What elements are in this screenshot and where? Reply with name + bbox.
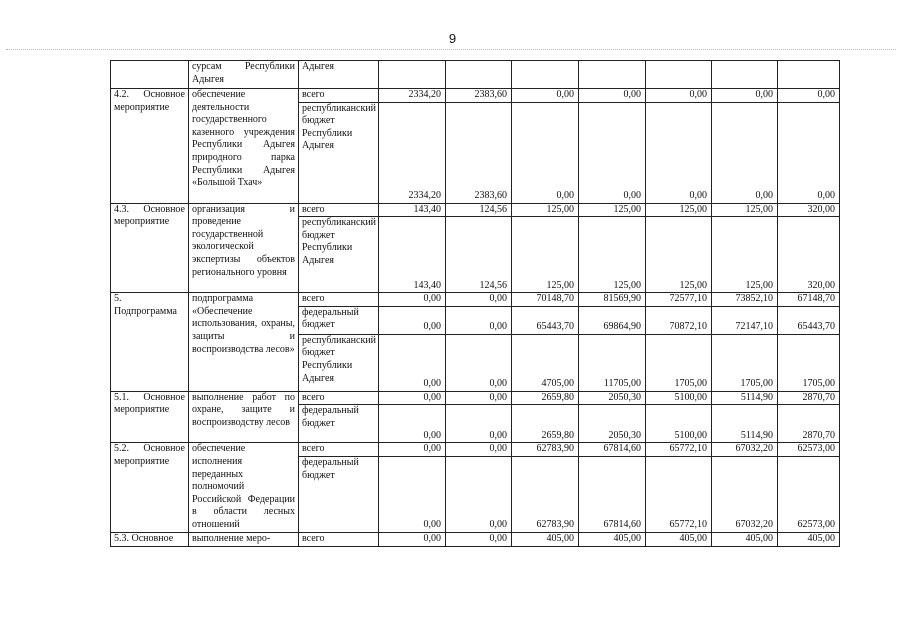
funding-source-cell: республиканский бюджет Республики Адыгея (299, 102, 379, 203)
value-cell: 4705,00 (512, 334, 579, 391)
value-cell: 0,00 (379, 456, 446, 532)
value-cell: 5114,90 (712, 391, 778, 405)
row-name-cell: обеспечение деятельности государственного казенного учреждения Республики Адыгея природного парка Республики Адыгея «Большой Тхач» (189, 89, 299, 204)
value-cell: 0,00 (446, 293, 512, 307)
value-cell: 62573,00 (778, 443, 840, 457)
funding-source-cell: республиканский бюджет Республики Адыгея (299, 334, 379, 391)
value-cell: 2659,80 (512, 405, 579, 443)
value-cell (446, 61, 512, 89)
value-cell: 125,00 (512, 203, 579, 217)
value-cell: 65443,70 (512, 306, 579, 334)
value-cell: 0,00 (646, 89, 712, 103)
row-name-cell: выполнение меро- (189, 532, 299, 546)
value-cell: 0,00 (379, 443, 446, 457)
row-type-cell: 5. Подпрограмма (111, 293, 189, 392)
funding-source-cell: Адыгея (299, 61, 379, 89)
value-cell (379, 61, 446, 89)
value-cell: 0,00 (446, 456, 512, 532)
value-cell: 73852,10 (712, 293, 778, 307)
value-cell: 405,00 (778, 532, 840, 546)
value-cell: 65443,70 (778, 306, 840, 334)
value-cell: 125,00 (579, 217, 646, 293)
value-cell: 2334,20 (379, 89, 446, 103)
value-cell: 124,56 (446, 217, 512, 293)
value-cell: 405,00 (712, 532, 778, 546)
value-cell: 1705,00 (646, 334, 712, 391)
row-name-cell: подпрограмма «Обеспечение использования, охраны, защиты и воспроизводства лесов» (189, 293, 299, 392)
value-cell: 405,00 (646, 532, 712, 546)
value-cell: 0,00 (778, 89, 840, 103)
value-cell: 125,00 (712, 203, 778, 217)
value-cell: 0,00 (512, 89, 579, 103)
row-name-cell: обеспечение исполнения переданных полномочий Российской Федерации в области лесных отношений (189, 443, 299, 533)
value-cell (579, 61, 646, 89)
value-cell: 72577,10 (646, 293, 712, 307)
value-cell: 2870,70 (778, 391, 840, 405)
value-cell: 0,00 (512, 102, 579, 203)
value-cell: 67814,60 (579, 443, 646, 457)
value-cell: 0,00 (646, 102, 712, 203)
value-cell: 405,00 (579, 532, 646, 546)
scan-artifact-line (6, 49, 896, 50)
value-cell: 0,00 (446, 443, 512, 457)
value-cell (712, 61, 778, 89)
funding-source-cell: федеральный бюджет (299, 405, 379, 443)
value-cell: 0,00 (579, 102, 646, 203)
value-cell: 2659,80 (512, 391, 579, 405)
value-cell: 320,00 (778, 203, 840, 217)
value-cell: 62573,00 (778, 456, 840, 532)
funding-source-cell: всего (299, 293, 379, 307)
value-cell: 125,00 (646, 217, 712, 293)
value-cell: 1705,00 (778, 334, 840, 391)
funding-source-cell: федеральный бюджет (299, 456, 379, 532)
row-name-cell: сурсам Республики Адыгея (189, 61, 299, 89)
value-cell: 70148,70 (512, 293, 579, 307)
row-type-cell: 4.3. Основное мероприятие (111, 203, 189, 293)
budget-table (110, 60, 840, 547)
value-cell: 0,00 (446, 532, 512, 546)
value-cell: 125,00 (512, 217, 579, 293)
row-type-cell (111, 61, 189, 89)
value-cell: 0,00 (379, 306, 446, 334)
funding-source-cell: всего (299, 89, 379, 103)
value-cell: 2870,70 (778, 405, 840, 443)
table-row (111, 203, 840, 217)
value-cell: 62783,90 (512, 443, 579, 457)
value-cell: 67032,20 (712, 443, 778, 457)
value-cell (512, 61, 579, 89)
value-cell: 124,56 (446, 203, 512, 217)
value-cell (778, 61, 840, 89)
table-row (111, 391, 840, 405)
value-cell: 67814,60 (579, 456, 646, 532)
value-cell: 0,00 (712, 89, 778, 103)
table-row (111, 443, 840, 457)
value-cell: 67032,20 (712, 456, 778, 532)
funding-source-cell: республиканский бюджет Республики Адыгея (299, 217, 379, 293)
value-cell: 125,00 (646, 203, 712, 217)
value-cell: 405,00 (512, 532, 579, 546)
table-row (111, 293, 840, 307)
value-cell: 0,00 (446, 405, 512, 443)
funding-source-cell: всего (299, 532, 379, 546)
value-cell: 320,00 (778, 217, 840, 293)
row-type-cell: 5.2. Основное мероприятие (111, 443, 189, 533)
value-cell: 143,40 (379, 217, 446, 293)
table-row (111, 532, 840, 546)
row-type-cell: 4.2. Основное мероприятие (111, 89, 189, 204)
funding-source-cell: всего (299, 203, 379, 217)
value-cell: 125,00 (579, 203, 646, 217)
value-cell: 0,00 (712, 102, 778, 203)
funding-source-cell: всего (299, 443, 379, 457)
row-type-cell: 5.1. Основное мероприятие (111, 391, 189, 443)
funding-source-cell: всего (299, 391, 379, 405)
value-cell: 2050,30 (579, 405, 646, 443)
value-cell: 11705,00 (579, 334, 646, 391)
value-cell: 2050,30 (579, 391, 646, 405)
value-cell: 2334,20 (379, 102, 446, 203)
value-cell: 69864,90 (579, 306, 646, 334)
value-cell: 62783,90 (512, 456, 579, 532)
value-cell (646, 61, 712, 89)
value-cell: 72147,10 (712, 306, 778, 334)
value-cell: 0,00 (446, 306, 512, 334)
value-cell: 5100,00 (646, 405, 712, 443)
row-type-cell: 5.3. Основное (111, 532, 189, 546)
value-cell: 0,00 (379, 532, 446, 546)
value-cell: 0,00 (446, 391, 512, 405)
value-cell: 2383,60 (446, 102, 512, 203)
value-cell: 81569,90 (579, 293, 646, 307)
value-cell: 0,00 (379, 293, 446, 307)
funding-source-cell: федеральный бюджет (299, 306, 379, 334)
value-cell: 67148,70 (778, 293, 840, 307)
value-cell: 5114,90 (712, 405, 778, 443)
value-cell: 125,00 (712, 217, 778, 293)
value-cell: 0,00 (379, 334, 446, 391)
value-cell: 0,00 (379, 391, 446, 405)
value-cell: 143,40 (379, 203, 446, 217)
value-cell: 65772,10 (646, 456, 712, 532)
value-cell: 65772,10 (646, 443, 712, 457)
value-cell: 5100,00 (646, 391, 712, 405)
value-cell: 0,00 (446, 334, 512, 391)
row-name-cell: организация и проведение государственной экологической экспертизы объектов регионального уровня (189, 203, 299, 293)
value-cell: 2383,60 (446, 89, 512, 103)
table-row (111, 61, 840, 89)
page-number: 9 (448, 31, 457, 46)
value-cell: 70872,10 (646, 306, 712, 334)
value-cell: 1705,00 (712, 334, 778, 391)
table-row (111, 89, 840, 103)
value-cell: 0,00 (778, 102, 840, 203)
value-cell: 0,00 (379, 405, 446, 443)
value-cell: 0,00 (579, 89, 646, 103)
row-name-cell: выполнение работ по охране, защите и воспроизводству лесов (189, 391, 299, 443)
